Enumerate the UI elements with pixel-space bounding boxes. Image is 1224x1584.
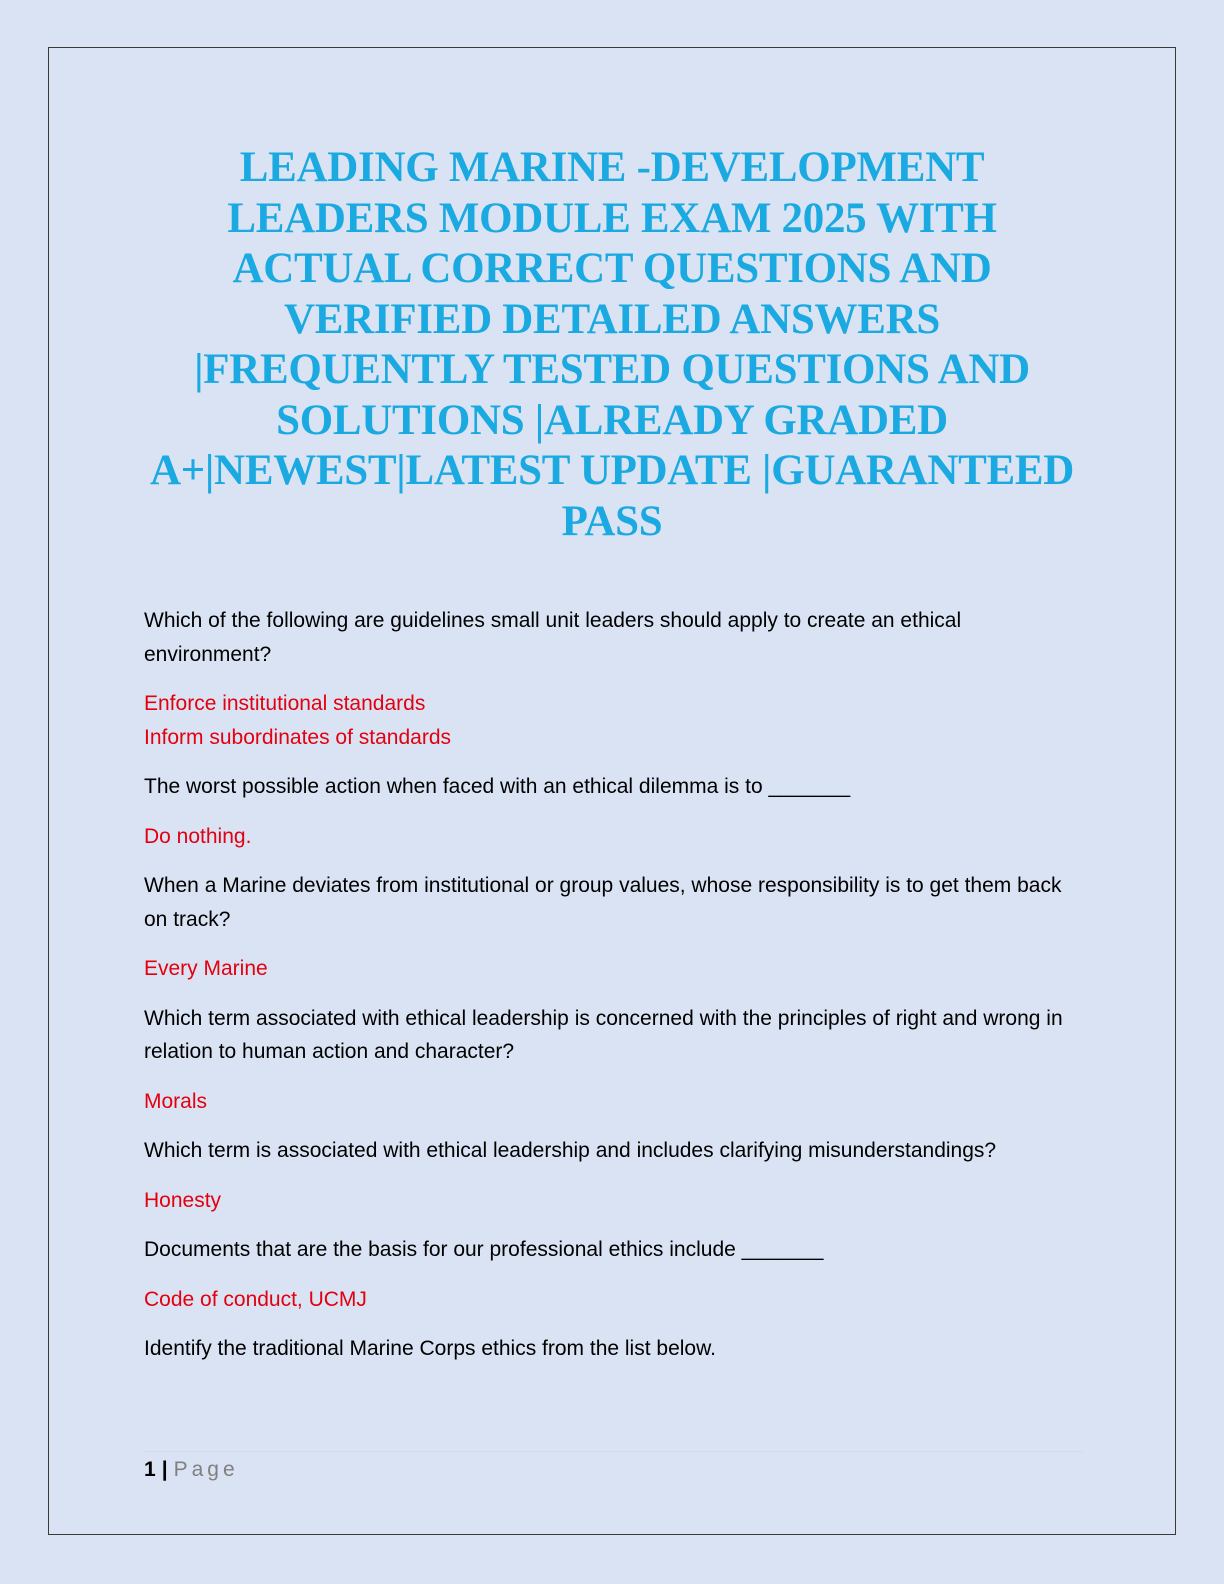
title-line: PASS bbox=[561, 497, 663, 545]
document-title bbox=[130, 143, 1094, 547]
answer-6 bbox=[144, 1283, 1084, 1317]
page-separator: | bbox=[161, 1458, 168, 1481]
answer-1 bbox=[144, 687, 1084, 754]
title-line: SOLUTIONS |ALREADY GRADED bbox=[276, 396, 948, 444]
title-line: LEADERS MODULE EXAM 2025 WITH bbox=[227, 194, 997, 242]
question-1: Which of the following are guidelines small unit leaders should apply to create an ethical environment? bbox=[144, 609, 962, 666]
question-5: Which term is associated with ethical leadership and includes clarifying misunderstandings? bbox=[144, 1139, 997, 1162]
answer-line: Enforce institutional standards bbox=[144, 692, 426, 715]
page-label: Page bbox=[173, 1458, 239, 1481]
answer-4 bbox=[144, 1085, 1084, 1119]
answer-3 bbox=[144, 952, 1084, 986]
answer-2 bbox=[144, 820, 1084, 854]
answer-line: Code of conduct, UCMJ bbox=[144, 1287, 367, 1311]
title-line: VERIFIED DETAILED ANSWERS bbox=[284, 295, 940, 343]
question-7: Identify the traditional Marine Corps ethics from the list below. bbox=[144, 1337, 716, 1360]
answer-line: Do nothing. bbox=[144, 824, 252, 848]
question-2: The worst possible action when faced with an ethical dilemma is to _______ bbox=[144, 775, 851, 798]
footer-divider bbox=[144, 1451, 1082, 1452]
question-3: When a Marine deviates from institutional or group values, whose responsibility is to get them back on track? bbox=[144, 874, 1062, 931]
answer-line: Every Marine bbox=[144, 957, 268, 980]
answer-line: Honesty bbox=[144, 1188, 222, 1212]
title-line: ACTUAL CORRECT QUESTIONS AND bbox=[232, 245, 992, 292]
page-number: 1 bbox=[144, 1458, 156, 1481]
title-line: LEADING MARINE -DEVELOPMENT bbox=[239, 144, 985, 191]
question-6: Documents that are the basis for our professional ethics include _______ bbox=[144, 1238, 824, 1261]
question-4: Which term associated with ethical leadership is concerned with the principles of right and wrong in relation to human action and character? bbox=[144, 1006, 1063, 1063]
title-line: A+|NEWEST|LATEST UPDATE |GUARANTEED bbox=[149, 447, 1075, 494]
page-footer bbox=[144, 1456, 239, 1484]
answer-line: Inform subordinates of standards bbox=[144, 725, 452, 749]
answer-5 bbox=[144, 1184, 1084, 1218]
title-line: |FREQUENTLY TESTED QUESTIONS AND bbox=[194, 346, 1030, 393]
qa-list bbox=[144, 604, 1084, 1382]
answer-line: Morals bbox=[144, 1089, 208, 1113]
